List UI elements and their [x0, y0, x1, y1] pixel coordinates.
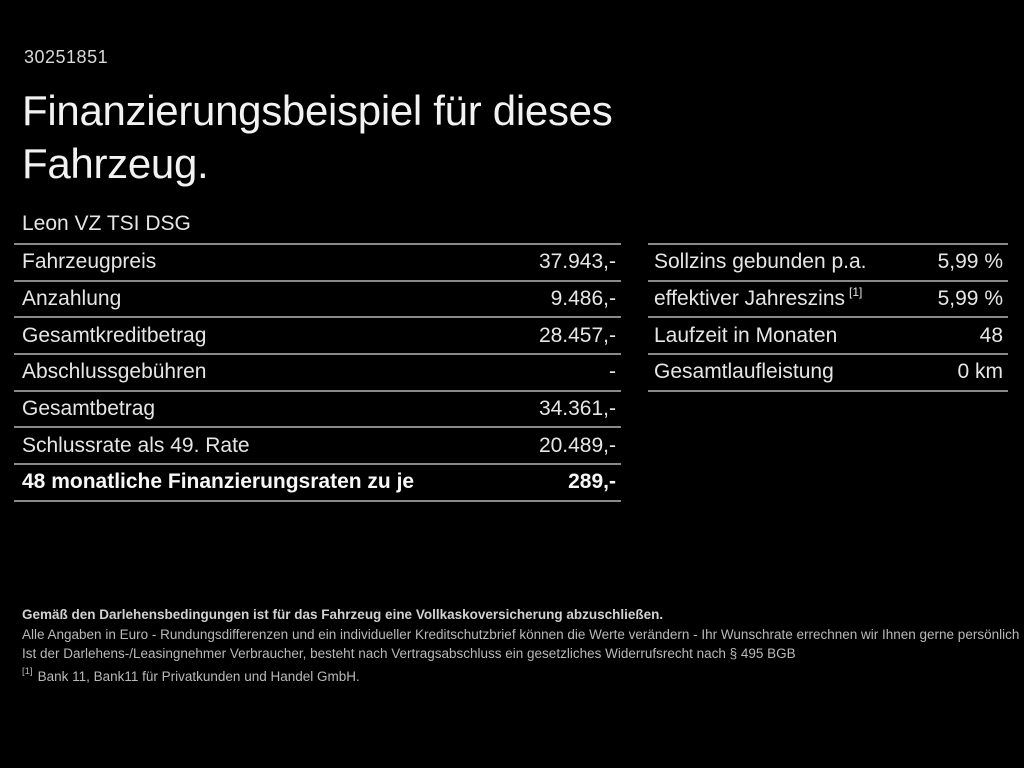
conditions-table [648, 243, 1008, 392]
table-row [14, 280, 621, 317]
row-label: Fahrzeugpreis [22, 250, 157, 274]
footnote-text: Bank 11, Bank11 für Privatkunden und Handel GmbH. [37, 669, 360, 684]
row-value: 5,99 % [937, 250, 1003, 274]
row-label: Schlussrate als 49. Rate [22, 433, 250, 457]
row-label: Laufzeit in Monaten [654, 323, 838, 347]
vehicle-model: Leon VZ TSI DSG [22, 212, 191, 235]
row-value: 20.489,- [538, 433, 616, 457]
row-value: 48 [979, 323, 1003, 347]
row-value: 289,- [568, 470, 616, 494]
page-title [22, 84, 612, 190]
row-value: 37.943,- [538, 250, 616, 274]
row-value: 5,99 % [937, 287, 1003, 311]
row-value: 34.361,- [538, 397, 616, 421]
table-row [648, 316, 1008, 353]
vehicle-id-number: 30251851 [24, 47, 109, 67]
row-label: effektiver Jahreszins [1] [654, 285, 863, 311]
table-row [14, 353, 621, 390]
footnote-marker: [1] [849, 285, 863, 300]
row-value: 28.457,- [538, 323, 616, 347]
row-value: 0 km [957, 360, 1003, 384]
row-label: 48 monatliche Finanzierungsraten zu je [22, 470, 415, 494]
row-label: Gesamtbetrag [22, 397, 156, 421]
table-row [14, 390, 621, 427]
row-label: Sollzins gebunden p.a. [654, 250, 867, 274]
table-row [648, 280, 1008, 317]
financing-table [14, 243, 621, 502]
row-label: Anzahlung [22, 287, 122, 311]
table-row [14, 316, 621, 353]
footer-disclaimer-widerruf: Ist der Darlehens-/Leasingnehmer Verbraucher, besteht nach Vertragsabschluss ein gesetzliches Widerrufsrecht nach § 495 BGB [22, 646, 796, 661]
page-title-line1: Finanzierungsbeispiel für dieses [22, 87, 613, 134]
footer-disclaimer-euro: Alle Angaben in Euro - Rundungsdifferenzen und ein individueller Kreditschutzbrief können die Werte verändern - Ihr Wunschrate errechnen wir Ihnen gerne persönlich [22, 627, 1020, 642]
row-label: Gesamtlaufleistung [654, 360, 834, 384]
table-row [648, 353, 1008, 390]
footer-insurance-note: Gemäß den Darlehensbedingungen ist für das Fahrzeug eine Vollkaskoversicherung abzuschließen. [22, 607, 664, 622]
footnote-marker: [1] [22, 665, 33, 677]
footer-bank-footnote [22, 665, 1012, 684]
row-value: 9.486,- [550, 287, 616, 311]
table-row [14, 426, 621, 463]
row-label: Abschlussgebühren [22, 360, 207, 384]
table-row [14, 243, 621, 280]
table-row [14, 463, 621, 500]
row-label: Gesamtkreditbetrag [22, 323, 207, 347]
table-row [648, 243, 1008, 280]
row-value: - [609, 360, 616, 384]
page-title-line2: Fahrzeug. [22, 140, 209, 187]
